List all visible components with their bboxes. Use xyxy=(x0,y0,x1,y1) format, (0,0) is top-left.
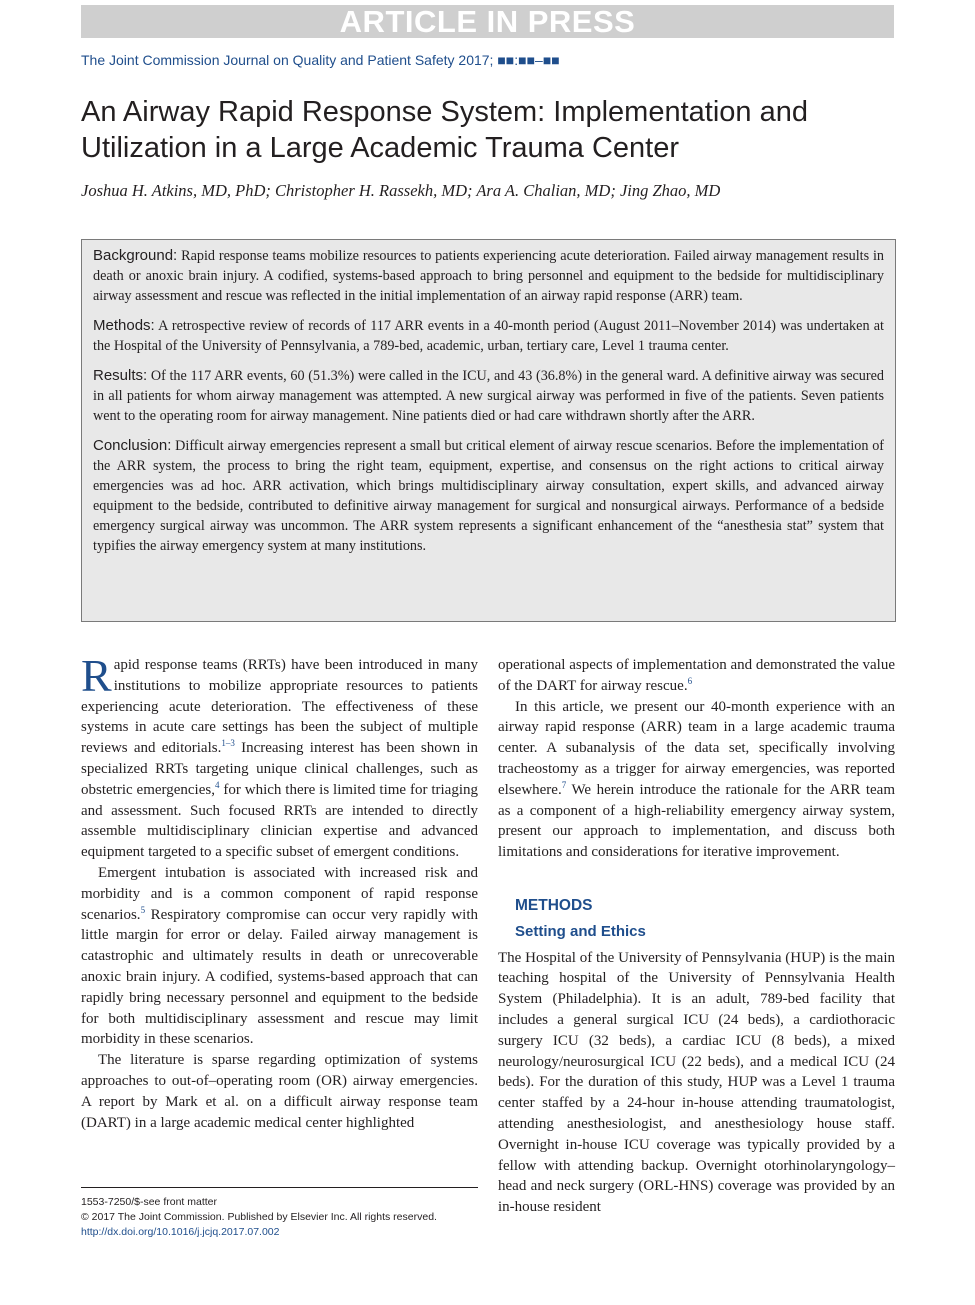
article-title: An Airway Rapid Response System: Implementation and Utilization in a Large Academic Trauma Center xyxy=(81,96,808,164)
footnote xyxy=(81,1195,478,1240)
abstract-background xyxy=(93,246,884,306)
abstract-results-label: Results: xyxy=(93,367,148,384)
citation-link[interactable]: 7 xyxy=(561,779,567,790)
citation-link[interactable]: 4 xyxy=(214,779,220,790)
abstract-background-label: Background: xyxy=(93,247,178,264)
intro-paragraph-1 xyxy=(81,650,478,863)
abstract-background-text: Rapid response teams mobilize resources to patients experiencing acute deterioration. Failed airway management results in death or anoxic brain injury. A codified, systems-based approach to bring personnel and equipment to the bedside for multidisciplinary airway assessment and rescue was reflected in the initial implementation of an airway rapid response (ARR) team. xyxy=(93,248,885,304)
abstract-methods-text: A retrospective review of records of 117 ARR events in a 40-month period (August 2011–November 2014) was undertaken at the Hospital of the University of Pennsylvania, a 789-bed, academic, urban, tertiary care, Level 1 trauma center. xyxy=(93,318,884,354)
abstract-conclusion xyxy=(93,436,884,556)
setting-paragraph: The Hospital of the University of Pennsylvania (HUP) is the main teaching hospital of the University of Pennsylvania Health System (Philadelphia). It is an adult, 789-bed facility that includes a general surgical ICU (24 beds), a cardiothoracic surgery ICU (32 beds), a cardiac ICU (8 beds), a mixed neurology/neurosurgical ICU (22 beds), and a medical ICU (24 beds). For the duration of this study, HUP was a Level 1 trauma center staffed by a 24-hour in-house attending traumatologist, attending anesthesiologist, and anesthesiology house staff. Overnight in-house ICU coverage was typically provided by a fellow with attending backup. Overnight otorhinolaryngology–head and neck surgery (ORL-HNS) coverage was provided by an in-house resident xyxy=(498,949,895,1216)
intro-p4-text-a: In this article, we present our 40-month experience with an airway rapid response (ARR) team in a large academic trauma center. A subanalysis of the data set, specifically involving tracheostomy as a trigger for airway emergencies, was reported elsewhere. xyxy=(498,698,895,798)
methods-heading: METHODS xyxy=(515,896,593,914)
abstract-results xyxy=(93,366,884,426)
abstract-methods xyxy=(93,316,884,356)
citation-link[interactable]: 5 xyxy=(140,904,146,915)
journal-citation: The Joint Commission Journal on Quality and Patient Safety 2017; ■■:■■–■■ xyxy=(81,52,560,68)
intro-p2-text-b: Respiratory compromise can occur very rapidly with little margin for error or delay. Failed airway management is catastrophic and ultimately results in death or unrecoverable anoxic brain injury. A codified, systems-based approach that can rapidly bring necessary personnel and equipment to the bedside for both multidisciplinary assessment and rescue may limit morbidity in these scenarios. xyxy=(81,906,478,1048)
abstract-conclusion-text: Difficult airway emergencies represent a small but critical element of airway rescue scenarios. Before the implementation of the ARR system, the process to bring the right team, equipment, expertise, and consensus on the right actions to critical airway emergencies was ad hoc. ARR activation, which brings multidisciplinary airway consultation, expert skills, and advanced airway equipment to the bedside, contributed to definitive airway management for surgical and nonsurgical airways. Performance of a bedside emergency surgical airway was uncommon. The ARR system represents a significant enhancement of the “anesthesia stat” system that typifies the airway emergency system at many institutions. xyxy=(93,438,885,554)
intro-paragraph-3-cont xyxy=(498,655,895,697)
intro-paragraph-3: The literature is sparse regarding optimization of systems approaches to out-of–operating room (OR) airway emergencies. A report by Mark et al. on a difficult airway response team (DART) in a large academic medical center highlighted xyxy=(81,1052,478,1131)
intro-p1-text-a: apid response teams (RRTs) have been introduced in many institutions to mobilize appropriate resources to patients experiencing acute deterioration. The effectiveness of these systems in acute care settings has been the subject of multiple reviews and editorials. xyxy=(81,657,478,757)
issn-line: 1553-7250/$-see front matter xyxy=(81,1196,217,1208)
abstract-methods-label: Methods: xyxy=(93,317,155,334)
intro-p3-cont-text: operational aspects of implementation and demonstrated the value of the DART for airway rescue. xyxy=(498,657,895,694)
intro-p1-text-b: Increasing interest has been shown in specialized RRTs targeting unique clinical challenges, such as obstetric emergencies, xyxy=(81,740,478,798)
intro-paragraph-4 xyxy=(498,697,895,863)
copyright-line: © 2017 The Joint Commission. Published by Elsevier Inc. All rights reserved. xyxy=(81,1211,437,1223)
intro-paragraph-2 xyxy=(81,863,478,1050)
footnote-divider xyxy=(81,1187,478,1188)
intro-p2-text-a: Emergent intubation is associated with increased risk and morbidity and is a common component of rapid response scenarios. xyxy=(81,864,478,923)
citation-link[interactable]: 1–3 xyxy=(221,738,235,749)
intro-p1-text-c: for which there is limited time for triaging and assessment. Such focused RRTs are intended to directly assemble multidisciplinary clinician expertise and advanced equipment targeted to a specific subset of emergent conditions. xyxy=(81,781,478,861)
intro-p4-text-b: We herein introduce the rationale for the ARR team as a component of a high-reliability emergency airway system, present our approach to implementation, and discuss both limitations and considerations for iterative improvement. xyxy=(498,781,895,861)
doi-link[interactable]: http://dx.doi.org/10.1016/j.jcjq.2017.07.002 xyxy=(81,1226,280,1238)
drop-cap: R xyxy=(81,650,112,701)
abstract-conclusion-label: Conclusion: xyxy=(93,437,172,454)
author-list: Joshua H. Atkins, MD, PhD; Christopher H. Rassekh, MD; Ara A. Chalian, MD; Jing Zhao, MD xyxy=(81,181,721,200)
body-left-column xyxy=(81,650,478,1133)
article-in-press-banner: ARTICLE IN PRESS xyxy=(81,5,894,38)
body-right-column xyxy=(498,655,895,1218)
abstract-box xyxy=(81,239,896,622)
abstract-results-text: Of the 117 ARR events, 60 (51.3%) were called in the ICU, and 43 (36.8%) in the general ward. A definitive airway was secured in all patients for whom airway management was attempted. A new surgical airway was performed in five of the patients. Seven patients went to the operating room for airway management. Nine patients died or had care withdrawn shortly after the ARR. xyxy=(93,368,885,424)
citation-link[interactable]: 6 xyxy=(687,675,693,686)
setting-ethics-heading: Setting and Ethics xyxy=(515,922,646,940)
